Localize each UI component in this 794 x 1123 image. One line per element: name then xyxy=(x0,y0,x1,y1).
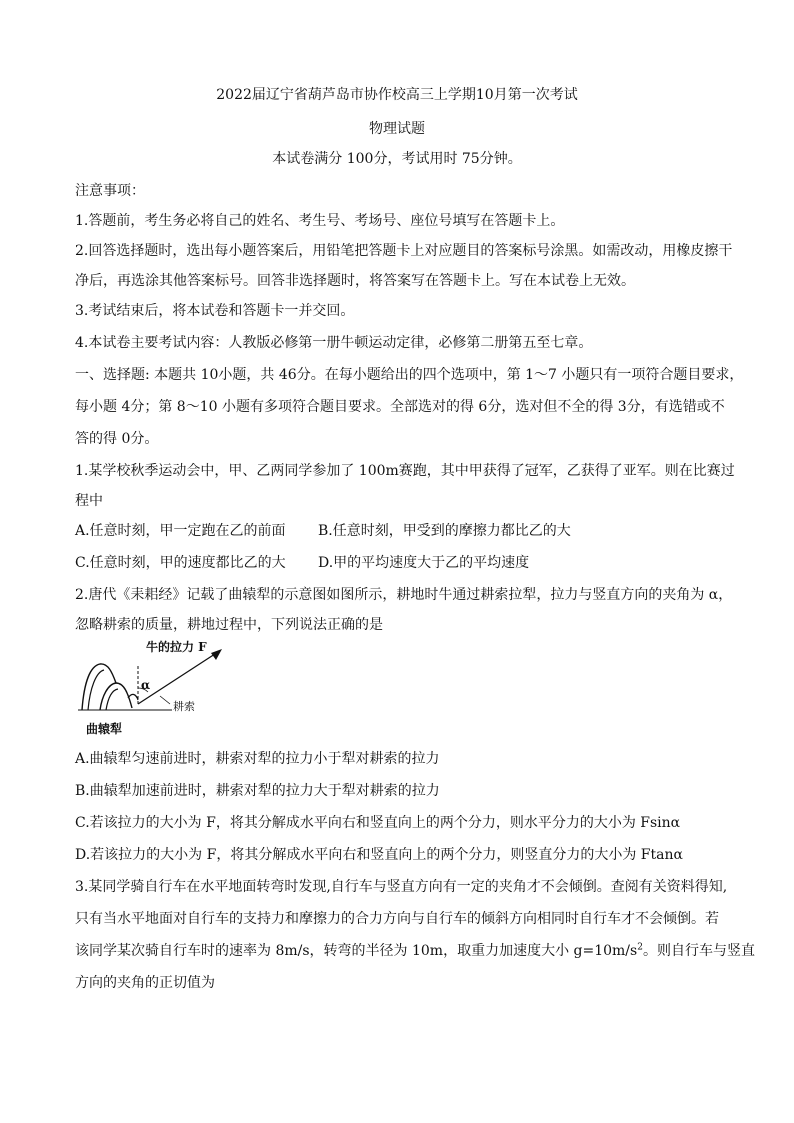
q1-option-b: B.任意时刻，甲受到的摩擦力都比乙的大 xyxy=(318,523,571,539)
q3-stem-line-3 xyxy=(75,940,755,960)
plow-figure xyxy=(72,638,252,742)
plow-frame xyxy=(82,664,116,710)
note-item-4: 4.本试卷主要考试内容：人教版必修第一册牛顿运动定律，必修第二册第五至七章。 xyxy=(75,335,593,351)
q1-option-a: A.任意时刻，甲一定跑在乙的前面 xyxy=(75,523,286,539)
q1-option-d: D.甲的平均速度大于乙的平均速度 xyxy=(318,555,530,571)
force-arrow-head xyxy=(211,649,222,660)
plow-label: 曲辕犁 xyxy=(86,722,123,736)
section1-line-2: 每小题 4分；第 8～10 小题有多项符合题目要求。全部选对的得 6分，选对但不全的得 3分，有选错或不 xyxy=(75,399,725,415)
q1-stem-line-1: 1.某学校秋季运动会中，甲、乙两同学参加了 100m赛跑，其中甲获得了冠军，乙获得了亚军。则在比赛过 xyxy=(75,463,735,479)
section1-line-3: 答的得 0分。 xyxy=(75,431,159,447)
q3-superscript: 2 xyxy=(637,942,643,953)
q3-stem-line-2: 只有当水平地面对自行车的支持力和摩擦力的合力方向与自行车的倾斜方向相同时自行车才不会倾倒。若 xyxy=(75,911,719,927)
plow-beam-b xyxy=(100,683,132,710)
q2-option-d: D.若该拉力的大小为 F，将其分解成水平向右和竖直向上的两个分力，则竖直分力的大小为 Ftanα xyxy=(75,847,683,863)
q2-option-c: C.若该拉力的大小为 F，将其分解成水平向右和竖直向上的两个分力，则水平分力的大小为 Fsinα xyxy=(75,815,681,831)
note-item-3: 3.考试结束后，将本试卷和答题卡一并交回。 xyxy=(75,303,355,319)
note-item-2-cont: 净后，再选涂其他答案标号。回答非选择题时，将答案写在答题卡上。写在本试卷上无效。 xyxy=(75,273,635,289)
exam-title: 2022届辽宁省葫芦岛市协作校高三上学期10月第一次考试 xyxy=(216,87,578,103)
rope-label-pointer xyxy=(160,696,170,704)
section1-line-1: 一、选择题: 本题共 10小题，共 46分。在每小题给出的四个选项中，第 1～7 小题只有一项符合题目要求， xyxy=(75,367,744,383)
q1-option-c: C.任意时刻，甲的速度都比乙的大 xyxy=(75,555,286,571)
note-item-1: 1.答题前，考生务必将自己的姓名、考生号、考场号、座位号填写在答题卡上。 xyxy=(75,213,565,229)
q1-stem-line-2: 程中 xyxy=(75,493,103,509)
q3-line-3-text: 该同学某次骑自行车时的速率为 8m/s，转弯的半径为 10m，取重力加速度大小 g=10m/s xyxy=(75,943,638,959)
q2-option-b: B.曲辕犁加速前进时，耕索对犁的拉力大于犁对耕索的拉力 xyxy=(75,783,440,799)
q2-stem-line-2: 忽略耕索的质量，耕地过程中，下列说法正确的是 xyxy=(75,617,383,633)
q2-option-a: A.曲辕犁匀速前进时，耕索对犁的拉力小于犁对耕索的拉力 xyxy=(75,751,440,767)
plow-beam-c xyxy=(106,689,118,710)
subject-title: 物理试题 xyxy=(369,121,425,137)
angle-label: α xyxy=(141,678,151,692)
q3-stem-line-4: 方向的夹角的正切值为 xyxy=(75,975,215,991)
rope-label: 耕索 xyxy=(173,700,195,713)
q3-line-3-tail: 。则自行车与竖直 xyxy=(642,943,755,959)
force-label: 牛的拉力 F xyxy=(146,640,207,654)
note-item-2: 2.回答选择题时，选出每小题答案后，用铅笔把答题卡上对应题目的答案标号涂黑。如需改动，用橡皮擦干 xyxy=(75,243,733,259)
q2-stem-line-1: 2.唐代《耒耜经》记载了曲辕犁的示意图如图所示，耕地时牛通过耕索拉犁，拉力与竖直方向的夹角为 α， xyxy=(75,587,733,603)
q3-stem-line-1: 3.某同学骑自行车在水平地面转弯时发现,自行车与竖直方向有一定的夹角才不会倾倒。查阅有关资料得知, xyxy=(75,879,728,895)
score-time-info: 本试卷满分 100分，考试用时 75分钟。 xyxy=(272,151,522,167)
notes-heading: 注意事项： xyxy=(75,183,145,199)
